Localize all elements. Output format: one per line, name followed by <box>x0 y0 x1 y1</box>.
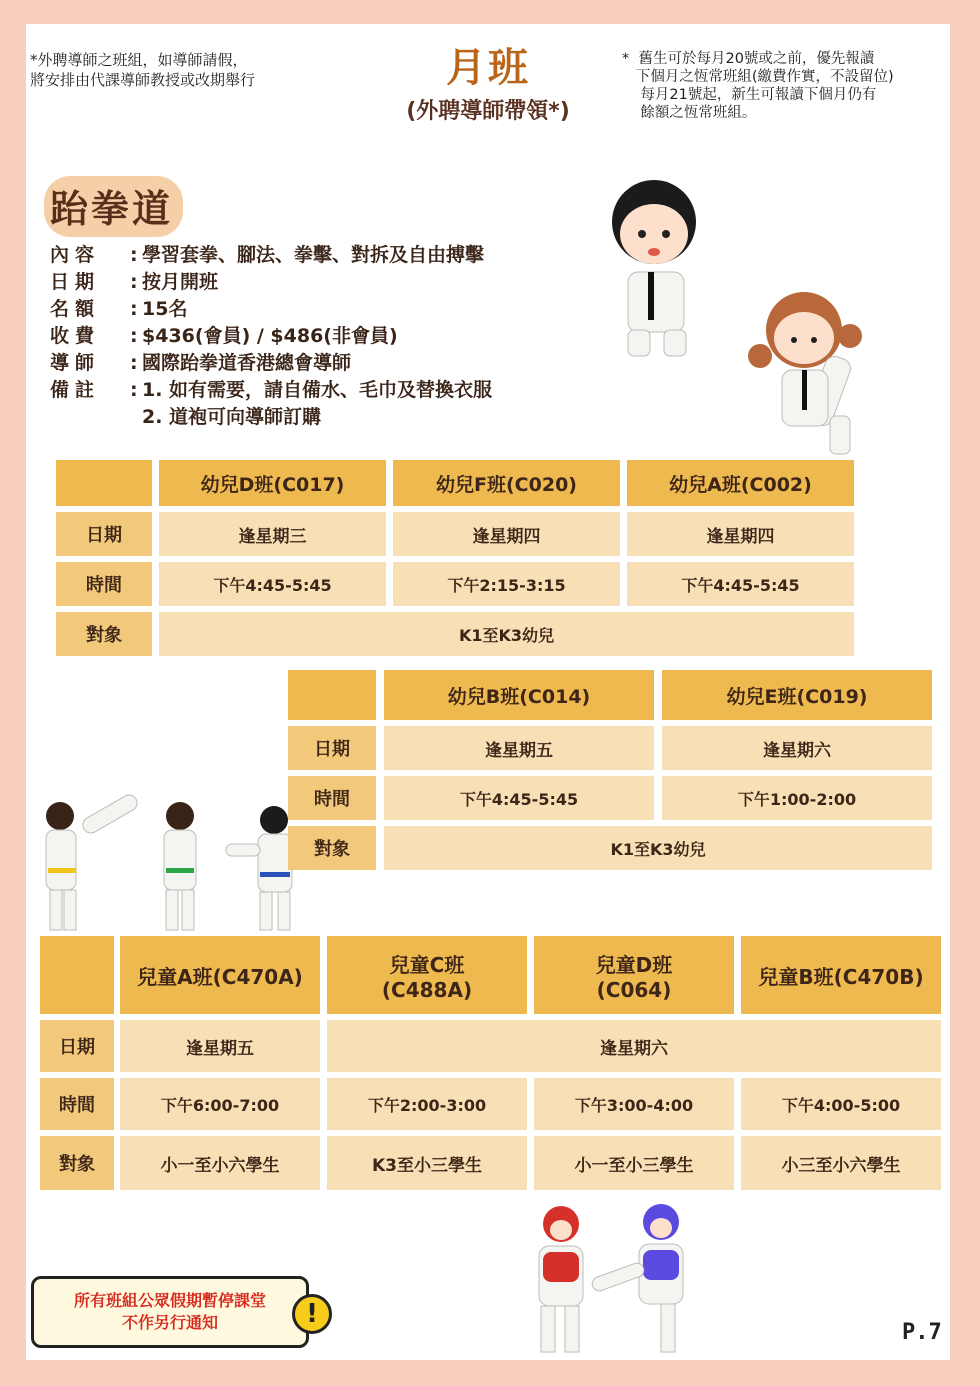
day-value: 逢星期三 <box>159 512 386 556</box>
time-value: 下午2:15-3:15 <box>393 562 620 606</box>
row-label-day: 日期 <box>288 726 376 770</box>
time-value: 下午4:45-5:45 <box>384 776 654 820</box>
info-row: 名額 : 15名 <box>50 296 492 323</box>
row-label-time: 時間 <box>40 1078 114 1130</box>
time-value: 下午2:00-3:00 <box>327 1078 527 1130</box>
table-corner <box>288 670 376 720</box>
table-corner <box>56 460 152 506</box>
class-header: 幼兒B班(C014) <box>384 670 654 720</box>
info-list <box>50 242 492 431</box>
info-value: 15名 <box>142 298 188 320</box>
target-value: K1至K3幼兒 <box>159 612 854 656</box>
page-number: P.7 <box>902 1320 942 1345</box>
time-value: 下午3:00-4:00 <box>534 1078 734 1130</box>
info-row <box>50 404 492 431</box>
day-value: 逢星期四 <box>627 512 854 556</box>
time-value: 下午4:45-5:45 <box>627 562 854 606</box>
row-label-day: 日期 <box>40 1020 114 1072</box>
class-header: 幼兒E班(C019) <box>662 670 932 720</box>
row-label-target: 對象 <box>288 826 376 870</box>
class-header: 幼兒D班(C017) <box>159 460 386 506</box>
class-header-line2: (C488A) <box>381 977 473 1002</box>
row-label-time: 時間 <box>56 562 152 606</box>
table-corner <box>40 936 114 1014</box>
class-header-line2: (C064) <box>596 977 672 1002</box>
three-kids-illustration <box>30 786 330 936</box>
info-value: 2. 道袍可向導師訂購 <box>142 406 322 428</box>
page-subtitle: (外聘導師帶領*) <box>406 99 570 124</box>
row-label-target: 對象 <box>56 612 152 656</box>
day-value: 逢星期六 <box>327 1020 941 1072</box>
row-label-day: 日期 <box>56 512 152 556</box>
info-row: 備註 : 1. 如有需要，請自備水、毛巾及替換衣服 <box>50 377 492 404</box>
page <box>26 24 950 1360</box>
girl-kick-illustration <box>746 286 876 458</box>
day-value: 逢星期五 <box>120 1020 320 1072</box>
page-title: 月班 <box>446 45 530 91</box>
class-header-line1: 兒童D班 <box>595 952 673 977</box>
day-value: 逢星期四 <box>393 512 620 556</box>
target-value: 小一至小三學生 <box>534 1136 734 1190</box>
class-header <box>120 936 320 1014</box>
time-value: 下午1:00-2:00 <box>662 776 932 820</box>
time-value: 下午4:00-5:00 <box>741 1078 941 1130</box>
info-row: 日期 : 按月開班 <box>50 269 492 296</box>
target-value: K1至K3幼兒 <box>384 826 932 870</box>
info-value: 1. 如有需要，請自備水、毛巾及替換衣服 <box>142 379 493 401</box>
info-key: 備註 <box>50 379 101 401</box>
note-left-line2: 將安排由代課導師教授或改期舉行 <box>30 71 256 89</box>
time-value: 下午6:00-7:00 <box>120 1078 320 1130</box>
row-label-time: 時間 <box>288 776 376 820</box>
sparring-kids-illustration <box>521 1200 711 1360</box>
time-value: 下午4:45-5:45 <box>159 562 386 606</box>
info-key: 內容 <box>50 244 101 266</box>
class-header <box>741 936 941 1014</box>
class-header-line1: 兒童A班(C470A) <box>137 964 303 989</box>
section-heading: 跆拳道 <box>44 176 183 237</box>
info-value: 學習套拳、腳法、拳擊、對拆及自由搏擊 <box>142 244 485 266</box>
info-row: 收費 : $436(會員) / $486(非會員) <box>50 323 492 350</box>
day-value: 逢星期六 <box>662 726 932 770</box>
holiday-notice-line2: 不作另行通知 <box>121 1313 218 1332</box>
info-value: 按月開班 <box>142 271 219 293</box>
info-row: 導師 : 國際跆拳道香港總會導師 <box>50 350 492 377</box>
boy-kick-illustration <box>596 172 716 362</box>
info-key: 日期 <box>50 271 101 293</box>
target-value: 小三至小六學生 <box>741 1136 941 1190</box>
holiday-notice-line1: 所有班組公眾假期暫停課堂 <box>73 1291 266 1310</box>
class-header: 幼兒A班(C002) <box>627 460 854 506</box>
info-key <box>50 404 130 431</box>
exclamation-icon: ! <box>292 1294 332 1334</box>
info-value: $436(會員) / $486(非會員) <box>142 325 398 347</box>
day-value: 逢星期五 <box>384 726 654 770</box>
info-value: 國際跆拳道香港總會導師 <box>142 352 352 374</box>
info-row: 內容 : 學習套拳、腳法、拳擊、對拆及自由搏擊 <box>50 242 492 269</box>
info-key: 收費 <box>50 325 101 347</box>
note-right: * 舊生可於每月20號或之前，優先報讀 下個月之恆常班組(繳費作實，不設留位) 每月21號起，新生可報讀下個月仍有 餘額之恆常班組。 <box>622 51 894 121</box>
class-header-line1: 兒童C班 <box>389 952 465 977</box>
class-header <box>327 936 527 1014</box>
target-value: K3至小三學生 <box>327 1136 527 1190</box>
target-value: 小一至小六學生 <box>120 1136 320 1190</box>
holiday-notice <box>31 1276 309 1348</box>
class-header: 幼兒F班(C020) <box>393 460 620 506</box>
class-header <box>534 936 734 1014</box>
info-key: 導師 <box>50 352 101 374</box>
row-label-target: 對象 <box>40 1136 114 1190</box>
note-left-line1: *外聘導師之班組，如導師請假， <box>30 51 248 69</box>
class-header-line1: 兒童B班(C470B) <box>758 964 924 989</box>
info-key: 名額 <box>50 298 101 320</box>
